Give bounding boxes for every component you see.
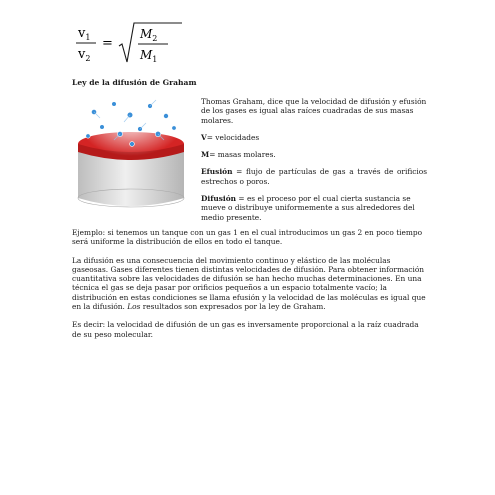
formula-v2: $v_2$ bbox=[78, 47, 91, 63]
definition-efusion bbox=[201, 167, 427, 186]
term-m: M bbox=[201, 150, 210, 160]
molecule bbox=[86, 134, 90, 138]
definition-difusion bbox=[201, 194, 427, 222]
definition-efusion-text: = flujo de partículas de gas a través de orificios estrechos o poros. bbox=[201, 167, 427, 186]
molecule bbox=[130, 142, 135, 147]
term-efusion: Efusión bbox=[201, 167, 233, 177]
definition-v-text: = velocidades bbox=[206, 132, 260, 142]
molecule bbox=[112, 102, 117, 107]
body-text bbox=[72, 228, 428, 348]
molecule bbox=[100, 125, 105, 130]
definition-difusion-text: = es el proceso por el cual cierta sustancia se mueve o distribuye uniformemente a sus alrededores del medio presente. bbox=[201, 194, 415, 222]
definition-m-text: = masas molares. bbox=[209, 150, 276, 160]
diffusion-paragraph: La difusión es una consecuencia del movimiento continuo y elástico de las moléculas gaseosas. Gases diferentes tienen distintas velocidades de difusión. Para obtener información cuantitativa sobre las velocidades de difusión se han hecho muchas determinaciones. En una técnica el gas se deja pasar por orificios pequeños a un espacio totalmente vacío; la distribución en estas condiciones se llama efusión y la velocidad de las moléculas es igual que en la difusión. Los resultados son expresados por la ley de Graham. bbox=[72, 255, 426, 312]
gas-cloud bbox=[81, 96, 181, 156]
definition-m bbox=[201, 150, 427, 159]
formula-m2: $M_2$ bbox=[140, 27, 158, 43]
definition-v bbox=[201, 133, 427, 142]
molecule bbox=[172, 126, 176, 130]
example-paragraph: Ejemplo: si tenemos un tanque con un gas 1 en el cual introducimos un gas 2 en poco tiempo será uniforme la distribución de ellos en todo el tanque. bbox=[72, 228, 423, 247]
formula-v1: $v_1$ bbox=[78, 26, 91, 42]
term-v: V bbox=[201, 132, 207, 142]
section-heading: Ley de la difusión de Graham bbox=[72, 78, 197, 87]
conclusion-paragraph: Es decir: la velocidad de difusión de un gas es inversamente proporcional a la raíz cuadrada de su peso molecular. bbox=[72, 320, 419, 339]
graham-formula bbox=[72, 20, 192, 66]
definitions-column bbox=[201, 97, 427, 230]
term-difusion: Difusión bbox=[201, 194, 237, 204]
diffusion-cylinder-illustration bbox=[72, 94, 190, 212]
graham-intro: Thomas Graham, dice que la velocidad de difusión y efusión de los gases es igual alas raíces cuadradas de sus masas molares. bbox=[201, 97, 427, 125]
formula-m1: $M_1$ bbox=[140, 48, 158, 64]
molecule bbox=[164, 114, 169, 119]
formula-equals: = bbox=[102, 36, 113, 51]
